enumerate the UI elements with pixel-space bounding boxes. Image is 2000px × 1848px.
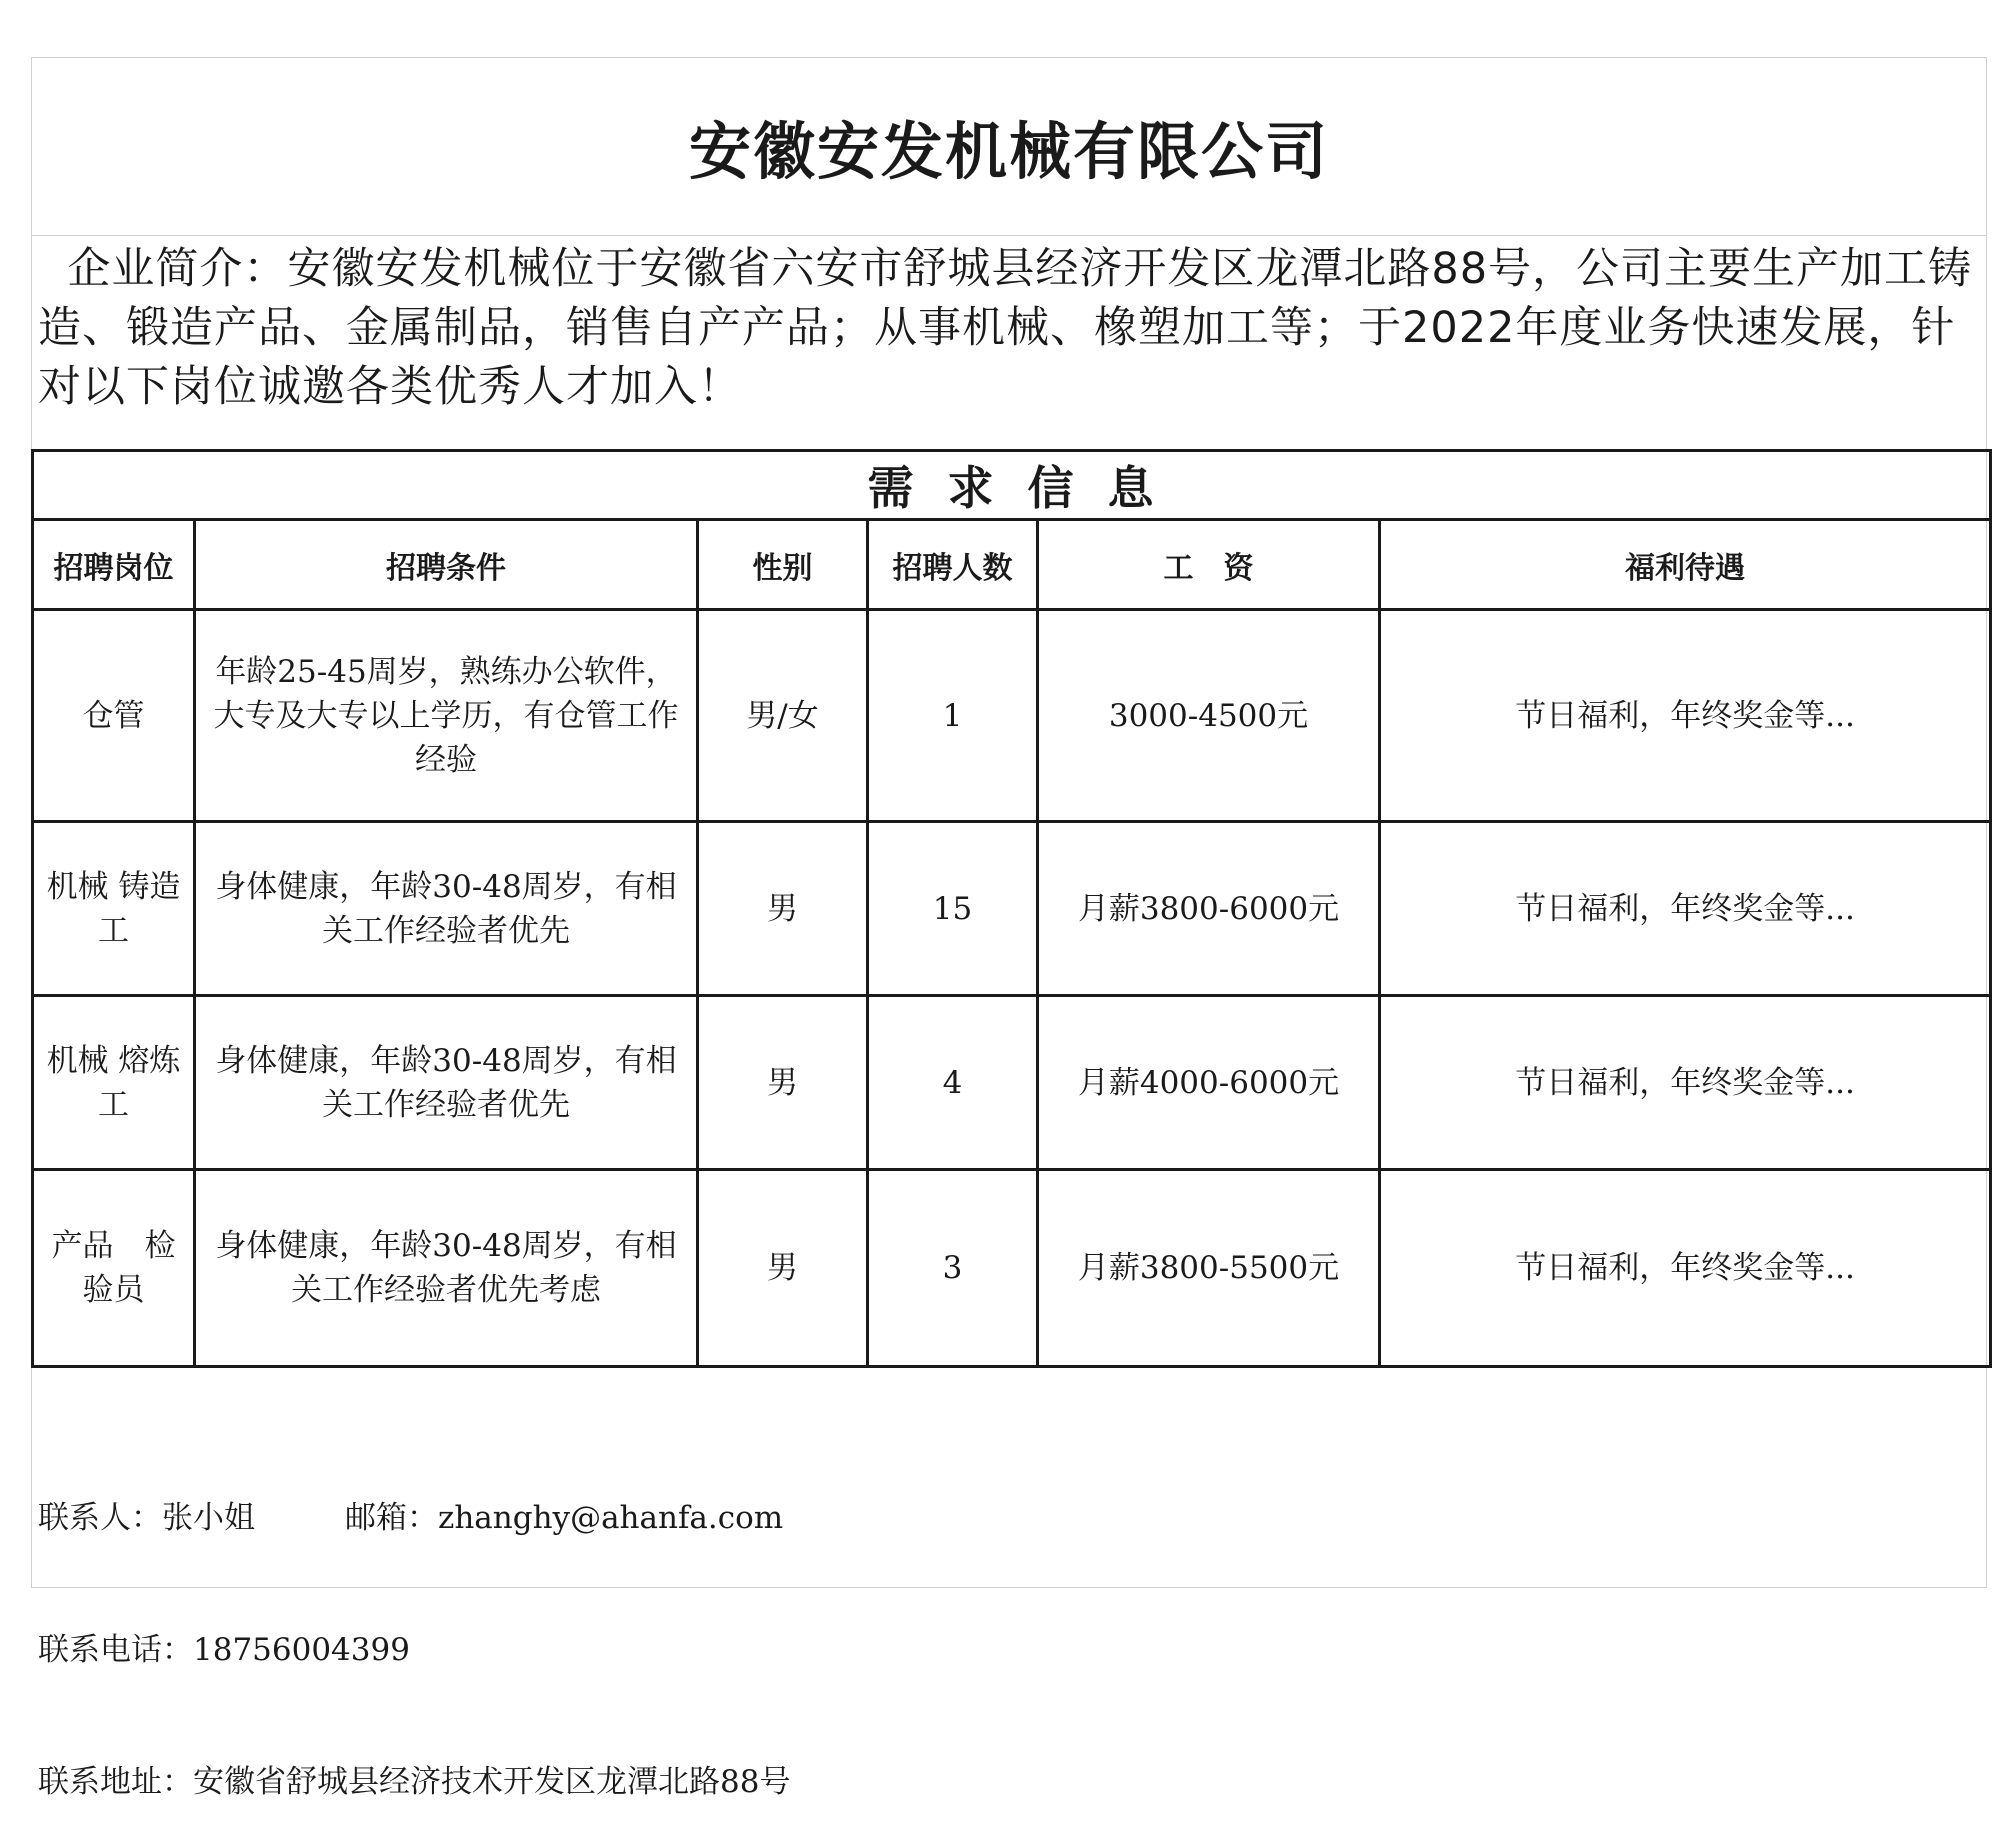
cell-gender: 男 — [698, 996, 868, 1170]
cell-requirements: 身体健康，年龄30-48周岁，有相关工作经验者优先 — [195, 822, 698, 996]
header-gender: 性别 — [698, 520, 868, 610]
cell-benefits: 节日福利，年终奖金等... — [1380, 996, 1991, 1170]
cell-gender: 男 — [698, 822, 868, 996]
cell-count: 3 — [868, 1170, 1038, 1367]
company-intro: 企业简介：安徽安发机械位于安徽省六安市舒城县经济开发区龙潭北路88号，公司主要生产加工铸造、锻造产品、金属制品，销售自产产品；从事机械、橡塑加工等；于2022年度业务快速发展，针对以下岗位诚邀各类优秀人才加入！ — [38, 244, 1973, 412]
table-row — [33, 610, 1991, 822]
contact-block — [38, 1408, 790, 1848]
cell-requirements: 身体健康，年龄30-48周岁，有相关工作经验者优先考虑 — [195, 1170, 698, 1367]
cell-count: 4 — [868, 996, 1038, 1170]
cell-benefits: 节日福利，年终奖金等... — [1380, 822, 1991, 996]
contact-email: 邮箱：zhanghy@ahanfa.com — [345, 1500, 784, 1536]
cell-count: 1 — [868, 610, 1038, 822]
contact-person: 联系人：张小姐 — [38, 1500, 255, 1536]
cell-position: 机械 熔炼工 — [33, 996, 195, 1170]
cell-position: 机械 铸造工 — [33, 822, 195, 996]
cell-salary: 3000-4500元 — [1038, 610, 1380, 822]
cell-position: 产品 检验员 — [33, 1170, 195, 1367]
cell-salary: 月薪3800-5500元 — [1038, 1170, 1380, 1367]
company-title: 安徽安发机械有限公司 — [688, 114, 1329, 188]
header-salary: 工 资 — [1038, 520, 1380, 610]
cell-count: 15 — [868, 822, 1038, 996]
header-count: 招聘人数 — [868, 520, 1038, 610]
header-benefits: 福利待遇 — [1380, 520, 1991, 610]
contact-phone: 联系电话：18756004399 — [38, 1632, 410, 1668]
job-table — [31, 449, 1992, 1368]
section-title: 需求信息 — [33, 451, 1991, 520]
cell-salary: 月薪4000-6000元 — [1038, 996, 1380, 1170]
cell-gender: 男 — [698, 1170, 868, 1367]
cell-position: 仓管 — [33, 610, 195, 822]
header-requirements: 招聘条件 — [195, 520, 698, 610]
title-divider — [31, 235, 1987, 236]
table-row — [33, 996, 1991, 1170]
cell-gender: 男/女 — [698, 610, 868, 822]
contact-address: 联系地址：安徽省舒城县经济技术开发区龙潭北路88号 — [38, 1764, 791, 1800]
table-row — [33, 1170, 1991, 1367]
cell-salary: 月薪3800-6000元 — [1038, 822, 1380, 996]
header-position: 招聘岗位 — [33, 520, 195, 610]
cell-requirements: 身体健康，年龄30-48周岁，有相关工作经验者优先 — [195, 996, 698, 1170]
table-row — [33, 822, 1991, 996]
cell-benefits: 节日福利，年终奖金等... — [1380, 1170, 1991, 1367]
cell-benefits: 节日福利，年终奖金等... — [1380, 610, 1991, 822]
cell-requirements: 年龄25-45周岁，熟练办公软件，大专及大专以上学历，有仓管工作经验 — [195, 610, 698, 822]
